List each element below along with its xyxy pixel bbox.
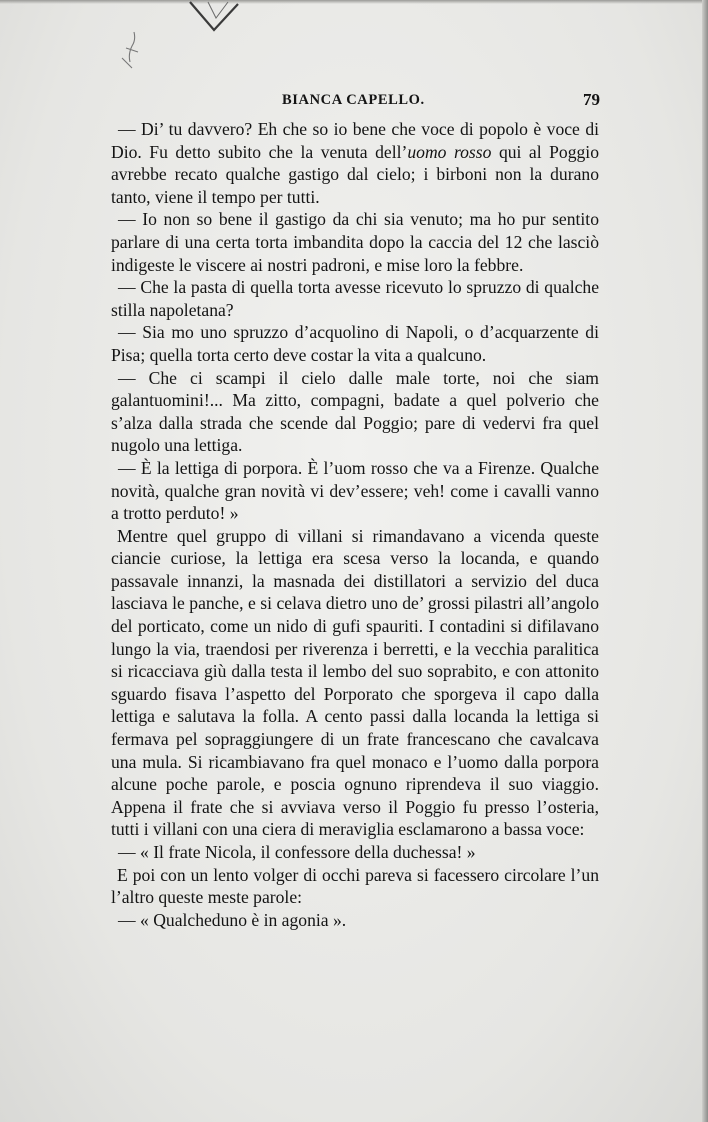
- paragraph-10: — « Qualcheduno è in agonia ».: [118, 909, 347, 930]
- paragraph-9: E poi con un lento volger di occhi pareva si facessero circolare l’un l’altro queste meste parole:: [111, 864, 599, 908]
- paragraph-7: Mentre quel gruppo di villani si rimandavano a vicenda queste ciancie curiose, la lettiga era scesa verso la locanda, e quando passavale innanzi, la masnada dei distillatori a servizio del duca lasciava le panche, e si celava dietro uno de’ grossi pilastri all’angolo del porticato, come un nido di gufi spauriti. I contadini si difilavano lungo la via, traendosi per riverenza i berretti, e la vecchia paralitica si ricacciava giù dalla testa il lembo del suo soprabito, e con attonito sguardo fisava l’aspetto del Porporato che sporgeva il capo dalla lettiga e salutava la folla. A cento passi dalla locanda la lettiga si fermava pel sopraggiungere di un frate francescano che cavalcava una mula. Si ricambiavano fra quel monaco e l’uomo dalla porpora alcune poche parole, e poscia ognuno riprendeva il suo viaggio. Appena il frate che si avviava verso il Poggio fu presso l’osteria, tutti i villani con una ciera di meraviglia esclamarono a bassa voce:: [111, 525, 599, 840]
- ink-smudge-mark: [112, 28, 152, 72]
- paragraph-4: — Sia mo uno spruzzo d’acquolino di Napoli, o d’acquarzente di Pisa; quella torta certo deve costar la vita a qualcuno.: [111, 322, 599, 365]
- page-header: [110, 92, 600, 116]
- paragraph-3: — Che la pasta di quella torta avesse ricevuto lo spruzzo di qualche stilla napoletana?: [111, 277, 599, 320]
- page-number: 79: [583, 90, 600, 109]
- page-right-edge: [702, 0, 708, 1122]
- running-title: BIANCA CAPELLO.: [282, 92, 425, 108]
- paragraph-1-start: — Di’ tu davvero? Eh che so io bene che voce di popolo è voce di Dio. Fu detto subito che la venuta dell’: [111, 119, 599, 162]
- paragraph-2: — Io non so bene il gastigo da chi sia venuto; ma ho pur sentito parlare di una certa torta imbandita dopo la caccia del 12 che lasciò indigeste le viscere ai nostri padroni, e mise loro la febbre.: [111, 209, 599, 275]
- paragraph-5: — Che ci scampi il cielo dalle male torte, noi che siam galantuomini!... Ma zitto, compagni, badate a quel polverio che s’alza dalla strada che scende dal Poggio; pare di vedervi fra quel nugolo una lettiga.: [111, 367, 599, 456]
- paragraph-6: — È la lettiga di porpora. È l’uom rosso che va a Firenze. Qualche novità, qualche gran novità vi dev’essere; veh! come i cavalli vanno a trotto perduto! »: [111, 457, 599, 524]
- paragraph-8: — « Il frate Nicola, il confessore della duchessa! »: [118, 842, 476, 862]
- page-top-shadow: [0, 0, 708, 4]
- paragraph-1: [111, 118, 599, 208]
- corner-fold-mark: [188, 0, 248, 38]
- paragraph-1-end: qui al Poggio avrebbe recato qualche gastigo dal cielo; i birboni non la durano tanto, viene il tempo per tutti.: [111, 141, 599, 207]
- paragraph-1-italic: uomo rosso: [407, 141, 492, 162]
- body-text: [111, 118, 599, 931]
